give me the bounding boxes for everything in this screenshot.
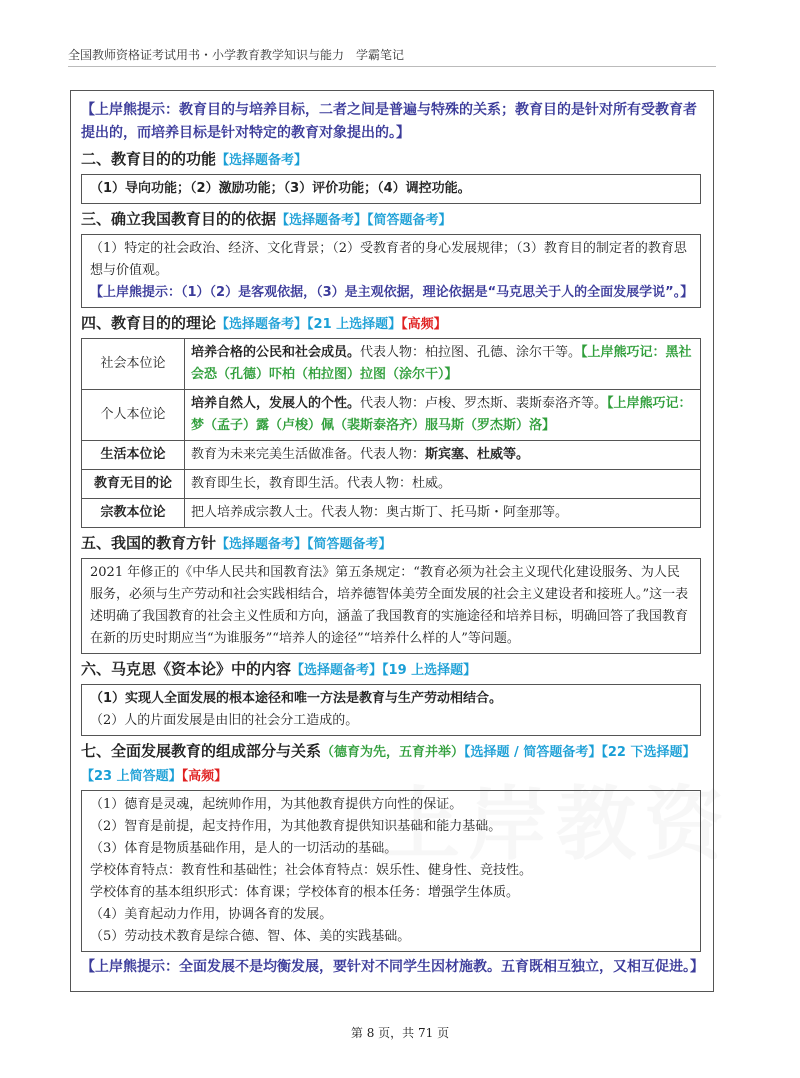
row-content: 培养合格的公民和社会成员。代表人物：柏拉图、孔德、涂尔干等。【上岸熊巧记：黑社会恐（孔德）吓柏（柏拉图）拉图（涂尔干）】 [185, 339, 701, 390]
row-content: 培养自然人，发展人的个性。代表人物：卢梭、罗杰斯、裴斯泰洛齐等。【上岸熊巧记：梦（孟子）露（卢梭）佩（裴斯泰洛齐）服马斯（罗杰斯）洛】 [185, 390, 701, 441]
tip-goal-vs-target: 【上岸熊提示：教育目的与培养目标，二者之间是普遍与特殊的关系；教育目的是针对所有受教育者提出的，而培养目标是针对特定的教育对象提出的。】 [81, 102, 697, 141]
section-5-title: 五、我国的教育方针 [81, 534, 217, 552]
row-content: 教育即生长，教育即生活。代表人物：杜威。 [185, 470, 701, 499]
row-label: 教育无目的论 [82, 470, 185, 499]
section-7-tag-2: 【22 下选择题】 [601, 745, 696, 760]
section-2-content: （1）导向功能；（2）激励功能；（3）评价功能；（4）调控功能。 [90, 181, 471, 196]
section-6-heading [81, 658, 701, 682]
section-5-tag-2: 【简答题备考】 [307, 537, 392, 552]
section-2-box [81, 174, 701, 204]
section-7-tag-3: 【23 上简答题】 [81, 769, 182, 784]
row-label: 宗教本位论 [82, 499, 185, 528]
row-content: 教育为未来完美生活做准备。代表人物：斯宾塞、杜威等。 [185, 441, 701, 470]
section-6-line-2: （2）人的片面发展是由旧的社会分工造成的。 [90, 713, 359, 728]
section-3-heading [81, 208, 701, 232]
section-5-box: 2021 年修正的《中华人民共和国教育法》第五条规定：“教育必须为社会主义现代化建设服务、为人民服务，必须与生产劳动和社会实践相结合，培养德智体美劳全面发展的社会主义建设者和接班人。”这一表述明确了我国教育的社会主义性质和方向，涵盖了我国教育的实施途径和培养目标，明确回答了我国教育在新的历史时期应当“为谁服务”“培养人的途径”“培养什么样的人”等问题。 [81, 558, 701, 654]
list-item: （5）劳动技术教育是综合德、智、体、美的实践基础。 [90, 929, 411, 944]
section-6-box [81, 684, 701, 736]
row-label: 社会本位论 [82, 339, 185, 390]
theory-table [81, 338, 701, 528]
row-content: 把人培养成宗教人士。代表人物：奥古斯丁、托马斯・阿奎那等。 [185, 499, 701, 528]
list-item: （2）智育是前提，起支持作用，为其他教育提供知识基础和能力基础。 [90, 819, 502, 834]
section-4-tag-2: 【21 上选择题】 [307, 317, 402, 332]
list-item: （1）德育是灵魂，起统帅作用，为其他教育提供方向性的保证。 [90, 797, 463, 812]
section-3-title: 三、确立我国教育目的的依据 [81, 210, 277, 228]
section-7-tip: 【上岸熊提示：全面发展不是均衡发展，要针对不同学生因材施教。五育既相互独立，又相互促进。】 [81, 959, 704, 975]
section-4-heading [81, 312, 701, 336]
table-row [82, 441, 701, 470]
row-label: 个人本位论 [82, 390, 185, 441]
table-row [82, 499, 701, 528]
section-4-tag-1: 【选择题备考】 [216, 317, 308, 332]
list-item: （4）美育起动力作用，协调各育的发展。 [90, 907, 333, 922]
page-number: 第 8 页，共 71 页 [350, 1026, 450, 1040]
section-6-title: 六、马克思《资本论》中的内容 [81, 660, 292, 678]
section-7-tag-4: 【高频】 [181, 769, 228, 784]
section-5-heading [81, 532, 701, 556]
section-3-tag-2: 【简答题备考】 [367, 213, 452, 228]
watermark: 上岸教资 [380, 778, 732, 871]
section-7-motto: （德育为先，五育并举） [321, 745, 465, 760]
section-6-tag-1: 【选择题备考】 [291, 663, 383, 678]
table-row [82, 470, 701, 499]
table-row [82, 390, 701, 441]
section-2-tag: 【选择题备考】 [216, 153, 308, 168]
section-7-title: 七、全面发展教育的组成部分与关系 [81, 742, 322, 760]
list-item: 学校体育的基本组织形式：体育课；学校体育的根本任务：增强学生体质。 [90, 885, 520, 900]
content-frame [70, 90, 714, 992]
row-label: 生活本位论 [82, 441, 185, 470]
list-item: （3）体育是物质基础作用，是人的一切活动的基础。 [90, 841, 398, 856]
section-4-tag-3: 【高频】 [401, 317, 447, 332]
page-header: 全国教师资格证考试用书・小学教育教学知识与能力 学霸笔记 [68, 48, 405, 62]
section-2-title: 二、教育目的的功能 [81, 150, 217, 168]
section-6-line-1: （1）实现人全面发展的根本途径和唯一方法是教育与生产劳动相结合。 [90, 691, 503, 706]
section-3-box [81, 234, 701, 308]
header-divider [68, 66, 716, 67]
section-3-tag-1: 【选择题备考】 [276, 213, 368, 228]
section-7-box [81, 790, 701, 952]
section-2-heading [81, 148, 701, 172]
list-item: 学校体育特点：教育性和基础性；社会体育特点：娱乐性、健身性、竞技性。 [90, 863, 533, 878]
section-6-tag-2: 【19 上选择题】 [382, 663, 477, 678]
section-5-tag-1: 【选择题备考】 [216, 537, 308, 552]
section-3-content: （1）特定的社会政治、经济、文化背景；（2）受教育者的身心发展规律；（3）教育目的制定者的教育思想与价值观。 [90, 241, 687, 278]
section-7-tag-1: 【选择题 / 简答题备考】 [464, 745, 602, 760]
table-row [82, 339, 701, 390]
section-7-heading [81, 740, 701, 788]
section-4-title: 四、教育目的的理论 [81, 314, 217, 332]
section-3-tip: 【上岸熊提示：（1）（2）是客观依据，（3）是主观依据，理论依据是“马克思关于人的全面发展学说”。】 [90, 285, 694, 300]
